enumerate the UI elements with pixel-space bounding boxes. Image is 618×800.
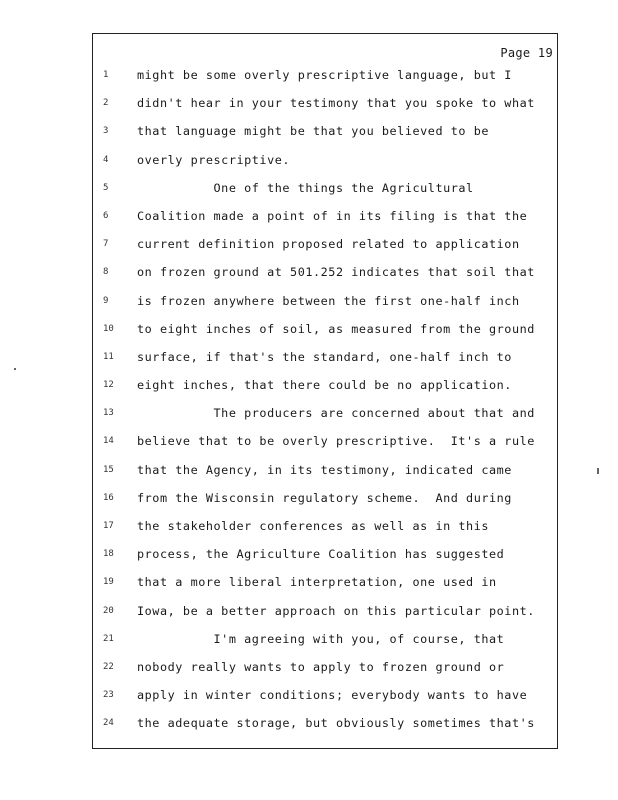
- line-text: eight inches, that there could be no application.: [137, 378, 512, 393]
- line-text: to eight inches of soil, as measured from the ground: [137, 321, 535, 336]
- scan-speck: [597, 468, 599, 474]
- line-text: process, the Agriculture Coalition has suggested: [137, 547, 505, 562]
- line-number: 20: [103, 605, 114, 616]
- line-number: 17: [103, 521, 114, 531]
- line-text: The producers are concerned about that and: [137, 406, 535, 421]
- line-text: believe that to be overly prescriptive. It's a rule: [137, 434, 535, 449]
- line-text: nobody really wants to apply to frozen ground or: [137, 659, 505, 674]
- transcript-line: [93, 716, 557, 750]
- line-text: the adequate storage, but obviously sometimes that's: [137, 716, 535, 731]
- line-number: 9: [103, 295, 109, 306]
- line-number: 23: [103, 690, 114, 701]
- line-text: on frozen ground at 501.252 indicates that soil that: [137, 265, 535, 280]
- line-number: 12: [103, 380, 114, 391]
- line-number: 6: [103, 210, 109, 221]
- line-number: 5: [103, 182, 109, 193]
- line-number: 22: [103, 661, 114, 672]
- line-number: 3: [103, 126, 109, 137]
- line-text: is frozen anywhere between the first one-half inch: [137, 293, 520, 308]
- line-number: 14: [103, 436, 114, 447]
- transcript-page: [92, 33, 558, 749]
- line-number: 7: [103, 239, 109, 250]
- line-text: that language might be that you believed to be: [137, 124, 490, 139]
- scan-speck: [14, 368, 16, 370]
- line-text: I'm agreeing with you, of course, that: [137, 631, 505, 646]
- line-text: didn't hear in your testimony that you spoke to what: [137, 96, 535, 111]
- line-number: 2: [103, 98, 109, 109]
- line-text: current definition proposed related to application: [137, 237, 520, 252]
- line-text: apply in winter conditions; everybody wants to have: [137, 688, 528, 703]
- line-text: One of the things the Agricultural: [137, 180, 474, 195]
- line-number: 18: [103, 549, 114, 560]
- line-number: 13: [103, 408, 114, 419]
- line-text: Coalition made a point of in its filing is that the: [137, 208, 528, 223]
- line-number: 4: [103, 154, 109, 165]
- line-number: 21: [103, 633, 114, 644]
- line-number: 10: [103, 323, 114, 334]
- line-text: the stakeholder conferences as well as in this: [137, 519, 490, 533]
- page-number: Page 19: [500, 46, 553, 60]
- line-text: that the Agency, in its testimony, indicated came: [137, 462, 512, 477]
- line-text: surface, if that's the standard, one-half inch to: [137, 349, 512, 364]
- line-text: Iowa, be a better approach on this particular point.: [137, 603, 535, 618]
- line-text: overly prescriptive.: [137, 152, 291, 167]
- line-text: from the Wisconsin regulatory scheme. And during: [137, 490, 512, 505]
- line-number: 19: [103, 577, 114, 588]
- line-number: 11: [103, 351, 114, 362]
- line-number: 16: [103, 492, 114, 503]
- line-text: that a more liberal interpretation, one used in: [137, 575, 497, 590]
- line-text: might be some overly prescriptive language, but I: [137, 68, 512, 82]
- line-number: 1: [103, 70, 109, 80]
- transcript-lines: [93, 68, 557, 751]
- line-number: 15: [103, 464, 114, 475]
- line-number: 24: [103, 718, 114, 729]
- line-number: 8: [103, 267, 109, 278]
